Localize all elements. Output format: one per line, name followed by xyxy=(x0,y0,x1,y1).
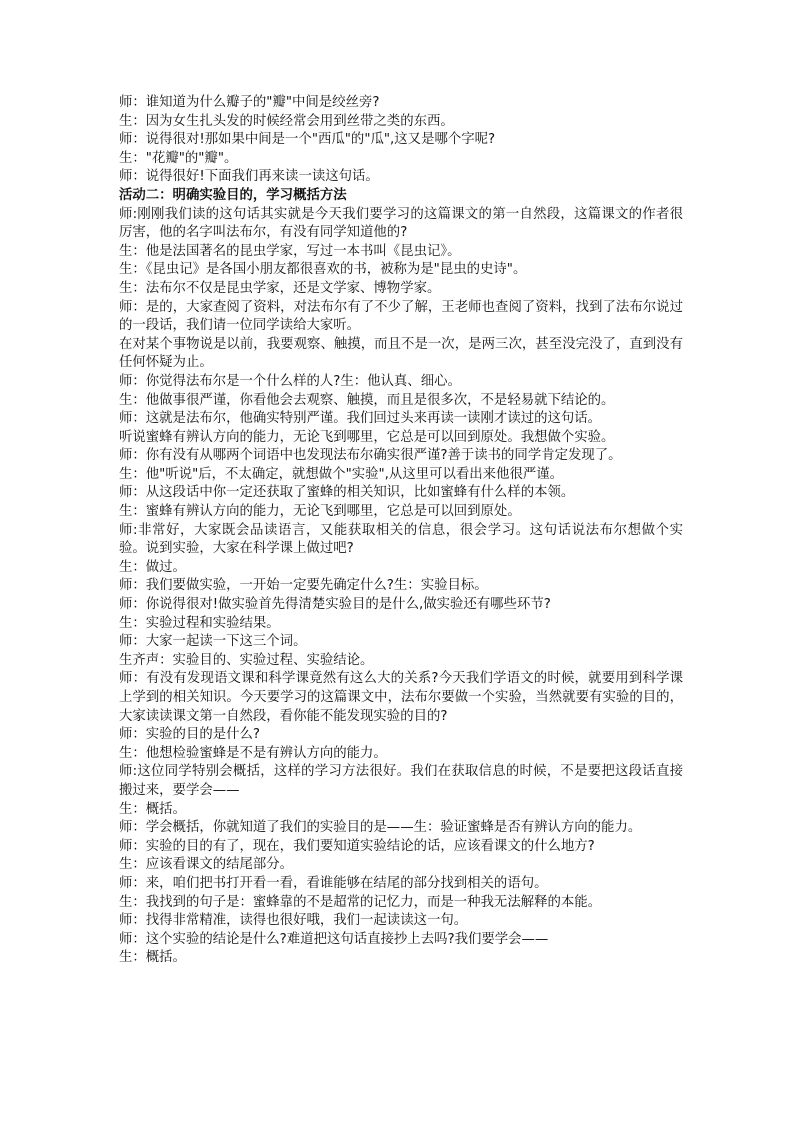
dialogue-line: 生：概括。 xyxy=(119,801,186,817)
dialogue-line: 生：做过。 xyxy=(119,559,186,575)
activity-heading: 活动二：明确实验目的，学习概括方法 xyxy=(119,187,347,203)
dialogue-line: 生：我找到的句子是：蜜蜂靠的不是超常的记忆力，而是一种我无法解释的本能。 xyxy=(119,894,602,910)
dialogue-line: 生：实验过程和实验结果。 xyxy=(119,615,280,631)
dialogue-line: 生：他想检验蜜蜂是不是有辨认方向的能力。 xyxy=(119,745,387,761)
dialogue-line: 师：说得很对!那如果中间是一个"西瓜"的"瓜",这又是哪个字呢? xyxy=(119,132,496,148)
dialogue-line: 师：是的，大家查阅了资料，对法布尔有了不少了解，王老师也查阅了资料，找到了法布尔说过的一段话，我们请一位同学读给大家听。 xyxy=(119,299,683,334)
dialogue-line: 生：法布尔不仅是昆虫学家，还是文学家、博物学家。 xyxy=(119,280,441,296)
dialogue-line: 生：概括。 xyxy=(119,950,186,966)
dialogue-line: 师：你觉得法布尔是一个什么样的人?生：他认真、细心。 xyxy=(119,373,461,389)
dialogue-line: 师：有没有发现语文课和科学课竟然有这么大的关系?今天我们学语文的时候，就要用到科学课上学到的相关知识。今天要学习的这篇课文中，法布尔要做一个实验，当然就要有实验的目的，大家读读课文第一自然段，看你能不能发现实验的目的? xyxy=(119,671,683,724)
dialogue-line: 师：大家一起读一下这三个词。 xyxy=(119,634,307,650)
dialogue-line: 生：《昆虫记》是各国小朋友都很喜欢的书，被称为是"昆虫的史诗"。 xyxy=(119,262,527,278)
dialogue-line: 生："花瓣"的"瓣"。 xyxy=(119,150,238,166)
dialogue-line: 师：从这段话中你一定还获取了蜜蜂的相关知识，比如蜜蜂有什么样的本领。 xyxy=(119,485,575,501)
dialogue-line: 生：因为女生扎头发的时候经常会用到丝带之类的东西。 xyxy=(119,113,454,129)
dialogue-line: 师:刚刚我们读的这句话其实就是今天我们要学习的这篇课文的第一自然段，这篇课文的作者很厉害，他的名字叫法布尔，有没有同学知道他的? xyxy=(119,206,683,241)
dialogue-line: 师：找得非常精准，读得也很好哦，我们一起读读这一句。 xyxy=(119,913,468,929)
quoted-passage: 听说蜜蜂有辨认方向的能力，无论飞到哪里，它总是可以回到原处。我想做个实验。 xyxy=(119,429,615,445)
dialogue-line: 师：这个实验的结论是什么?难道把这句话直接抄上去吗?我们要学会—— xyxy=(119,931,549,947)
dialogue-line: 师：你说得很对!做实验首先得清楚实验目的是什么,做实验还有哪些环节? xyxy=(119,597,551,613)
dialogue-line: 师:这位同学特别会概括，这样的学习方法很好。我们在获取信息的时候，不是要把这段话直接搬过来，要学会—— xyxy=(119,764,683,798)
dialogue-line: 生：应该看课文的结尾部分。 xyxy=(119,857,294,873)
dialogue-line: 师：我们要做实验，一开始一定要先确定什么?生：实验目标。 xyxy=(119,578,488,594)
dialogue-line: 生：蜜蜂有辨认方向的能力，无论飞到哪里，它总是可以回到原处。 xyxy=(119,504,521,520)
dialogue-line: 生：他"听说"后，不太确定，就想做个"实验",从这里可以看出来他很严谨。 xyxy=(119,466,564,482)
document-page xyxy=(119,94,683,968)
dialogue-line: 生齐声：实验目的、实验过程、实验结论。 xyxy=(119,652,374,668)
dialogue-line: 生：他做事很严谨，你看他会去观察、触摸，而且是很多次，不是轻易就下结论的。 xyxy=(119,392,615,408)
dialogue-line: 师：实验的目的是什么? xyxy=(119,727,261,743)
dialogue-line: 师：谁知道为什么瓣子的"瓣"中间是绞丝旁? xyxy=(119,95,380,110)
quoted-passage: 在对某个事物说是以前，我要观察、触摸，而且不是一次，是两三次，甚至没完没了，直到没有任何怀疑为止。 xyxy=(119,336,683,371)
dialogue-line: 师：说得很好!下面我们再来读一读这句话。 xyxy=(119,169,379,185)
dialogue-line: 师：你有没有从哪两个词语中也发现法布尔确实很严谨?善于读书的同学肯定发现了。 xyxy=(119,448,622,464)
dialogue-line: 师：学会概括，你就知道了我们的实验目的是——生：验证蜜蜂是否有辨认方向的能力。 xyxy=(119,820,642,836)
dialogue-line: 师：来，咱们把书打开看一看，看谁能够在结尾的部分找到相关的语句。 xyxy=(119,875,548,891)
dialogue-line: 师：实验的目的有了，现在，我们要知道实验结论的话，应该看课文的什么地方? xyxy=(119,838,595,854)
dialogue-line: 师:非常好，大家既会品读语言，又能获取相关的信息，很会学习。这句话说法布尔想做个实验。说到实验，大家在科学课上做过吧? xyxy=(119,522,683,557)
dialogue-line: 生：他是法国著名的昆虫学家，写过一本书叫《昆虫记》。 xyxy=(119,243,461,259)
dialogue-line: 师：这就是法布尔，他确实特别严谨。我们回过头来再读一读刚才读过的这句话。 xyxy=(119,411,602,427)
